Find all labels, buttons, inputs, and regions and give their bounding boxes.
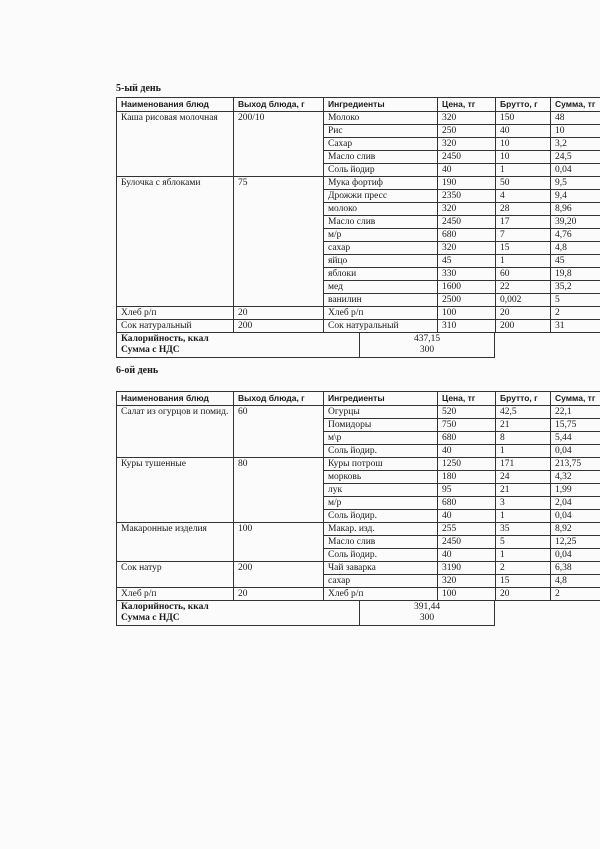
dish-yield: 75 [234,177,324,307]
dish-name: Хлеб р/п [117,307,234,320]
header-row [117,392,600,406]
price: 2350 [438,190,496,203]
vat-label: Сумма с НДС [121,613,180,623]
price: 1250 [438,458,496,471]
sum: 2 [551,307,600,320]
ingredient-name: м/р [324,229,438,242]
sum: 4,76 [551,229,600,242]
summary-labels [117,601,360,625]
sum: 12,25 [551,536,600,549]
price: 2450 [438,536,496,549]
ingredient-name: Соль йодир [324,164,438,177]
brutto: 1 [496,164,551,177]
sum: 8,92 [551,523,600,536]
ingredient-name: м/р [324,497,438,510]
dish-name: Куры тушенные [117,458,234,523]
dish-name: Каша рисовая молочная [117,112,234,177]
ingredient-name: Сахар [324,138,438,151]
price: 255 [438,523,496,536]
price: 100 [438,307,496,320]
sum: 5 [551,294,600,307]
sum: 45 [551,255,600,268]
price: 40 [438,549,496,562]
dish-yield: 80 [234,458,324,523]
price: 1600 [438,281,496,294]
brutto: 24 [496,471,551,484]
ingredient-name: Рис [324,125,438,138]
price: 3190 [438,562,496,575]
summary-labels [117,333,360,357]
price: 180 [438,471,496,484]
ingredient-name: Хлеб р/п [324,588,438,601]
brutto: 5 [496,536,551,549]
calories-value: 391,44 [413,602,441,612]
sum: 9,5 [551,177,600,190]
sum: 48 [551,112,600,125]
price: 680 [438,229,496,242]
brutto: 50 [496,177,551,190]
day-6-section [116,365,600,626]
sum: 1,99 [551,484,600,497]
column-header: Наименования блюд [117,98,234,112]
table-row [117,458,600,471]
day-5-section [116,83,600,358]
brutto: 1 [496,549,551,562]
sum: 31 [551,320,600,333]
sum: 22,1 [551,406,600,419]
summary-values [360,333,494,357]
ingredient-name: морковь [324,471,438,484]
column-header: Ингредиенты [324,98,438,112]
sum: 24,5 [551,151,600,164]
dish-name: Салат из огурцов и помид. [117,406,234,458]
price: 320 [438,575,496,588]
column-header: Ингредиенты [324,392,438,406]
sum: 9,4 [551,190,600,203]
brutto: 20 [496,307,551,320]
column-header: Сумма, тг [551,98,600,112]
dish-yield: 20 [234,588,324,601]
brutto: 171 [496,458,551,471]
ingredient-name: Соль йодир. [324,549,438,562]
price: 680 [438,497,496,510]
column-header: Выход блюда, г [234,392,324,406]
brutto: 28 [496,203,551,216]
sum: 0,04 [551,549,600,562]
table-row [117,406,600,419]
column-header: Брутто, г [496,98,551,112]
ingredient-name: м\р [324,432,438,445]
price: 320 [438,242,496,255]
dish-yield: 60 [234,406,324,458]
dish-yield: 200 [234,320,324,333]
menu-table [116,97,600,333]
price: 320 [438,112,496,125]
sum: 35,2 [551,281,600,294]
brutto: 3 [496,497,551,510]
dish-yield: 20 [234,307,324,320]
sum: 8,96 [551,203,600,216]
day-title: 5-ый день [116,83,161,94]
brutto: 1 [496,510,551,523]
sum: 15,75 [551,419,600,432]
brutto: 2 [496,562,551,575]
brutto: 7 [496,229,551,242]
summary-values [360,601,494,625]
sum: 0,04 [551,510,600,523]
brutto: 21 [496,419,551,432]
vat-value: 300 [419,345,435,355]
calories-value: 437,15 [413,334,441,344]
sum: 10 [551,125,600,138]
dish-name: Хлеб р/п [117,588,234,601]
ingredient-name: Масло слив [324,216,438,229]
ingredient-name: Помидоры [324,419,438,432]
brutto: 60 [496,268,551,281]
ingredient-name: сахар [324,242,438,255]
ingredient-name: Масло слив [324,536,438,549]
header-row [117,98,600,112]
brutto: 42,5 [496,406,551,419]
dish-yield: 200/10 [234,112,324,177]
sum: 213,75 [551,458,600,471]
ingredient-name: яблоки [324,268,438,281]
sum: 2,04 [551,497,600,510]
price: 520 [438,406,496,419]
table-row [117,307,600,320]
price: 680 [438,432,496,445]
dish-name: Булочка с яблоками [117,177,234,307]
price: 40 [438,510,496,523]
ingredient-name: Куры потрош [324,458,438,471]
brutto: 20 [496,588,551,601]
vat-value: 300 [419,613,435,623]
brutto: 0,002 [496,294,551,307]
price: 750 [438,419,496,432]
summary-block [116,601,495,626]
sum: 3,2 [551,138,600,151]
price: 320 [438,138,496,151]
ingredient-name: яйцо [324,255,438,268]
brutto: 8 [496,432,551,445]
brutto: 22 [496,281,551,294]
sum: 4,8 [551,575,600,588]
sum: 0,04 [551,164,600,177]
price: 2450 [438,216,496,229]
price: 190 [438,177,496,190]
menu-table [116,391,600,601]
table-row [117,523,600,536]
price: 2500 [438,294,496,307]
brutto: 15 [496,575,551,588]
ingredient-name: Сок натуральный [324,320,438,333]
ingredient-name: Хлеб р/п [324,307,438,320]
brutto: 10 [496,151,551,164]
vat-label: Сумма с НДС [121,345,180,355]
sum: 4,32 [551,471,600,484]
table-row [117,562,600,575]
ingredient-name: Соль йодир. [324,510,438,523]
sum: 2 [551,588,600,601]
price: 320 [438,203,496,216]
price: 330 [438,268,496,281]
table-row [117,177,600,190]
brutto: 10 [496,138,551,151]
price: 45 [438,255,496,268]
calories-label: Калорийность, ккал [121,602,209,612]
dish-name: Макаронные изделия [117,523,234,562]
day-title: 6-ой день [116,365,159,376]
price: 40 [438,164,496,177]
column-header: Цена, тг [438,392,496,406]
column-header: Наименования блюд [117,392,234,406]
ingredient-name: Дрожжи пресс [324,190,438,203]
column-header: Брутто, г [496,392,551,406]
ingredient-name: сахар [324,575,438,588]
dish-yield: 200 [234,562,324,588]
brutto: 1 [496,255,551,268]
brutto: 35 [496,523,551,536]
dish-name: Сок натуральный [117,320,234,333]
brutto: 40 [496,125,551,138]
brutto: 15 [496,242,551,255]
column-header: Сумма, тг [551,392,600,406]
brutto: 1 [496,445,551,458]
table-row [117,320,600,333]
ingredient-name: Молоко [324,112,438,125]
table-row [117,588,600,601]
sum: 4,8 [551,242,600,255]
ingredient-name: Макар. изд. [324,523,438,536]
sum: 19,8 [551,268,600,281]
sum: 6,38 [551,562,600,575]
brutto: 21 [496,484,551,497]
ingredient-name: Огурцы [324,406,438,419]
price: 310 [438,320,496,333]
price: 100 [438,588,496,601]
ingredient-name: мед [324,281,438,294]
sum: 5,44 [551,432,600,445]
sum: 0,04 [551,445,600,458]
column-header: Выход блюда, г [234,98,324,112]
ingredient-name: Соль йодир. [324,445,438,458]
brutto: 200 [496,320,551,333]
price: 95 [438,484,496,497]
table-row [117,112,600,125]
price: 40 [438,445,496,458]
summary-block [116,333,495,358]
brutto: 150 [496,112,551,125]
ingredient-name: молоко [324,203,438,216]
ingredient-name: Мука фортиф [324,177,438,190]
ingredient-name: Масло слив [324,151,438,164]
ingredient-name: Чай заварка [324,562,438,575]
dish-yield: 100 [234,523,324,562]
brutto: 17 [496,216,551,229]
ingredient-name: лук [324,484,438,497]
price: 250 [438,125,496,138]
ingredient-name: ванилин [324,294,438,307]
brutto: 4 [496,190,551,203]
calories-label: Калорийность, ккал [121,334,209,344]
sum: 39,20 [551,216,600,229]
dish-name: Сок натур [117,562,234,588]
column-header: Цена, тг [438,98,496,112]
price: 2450 [438,151,496,164]
